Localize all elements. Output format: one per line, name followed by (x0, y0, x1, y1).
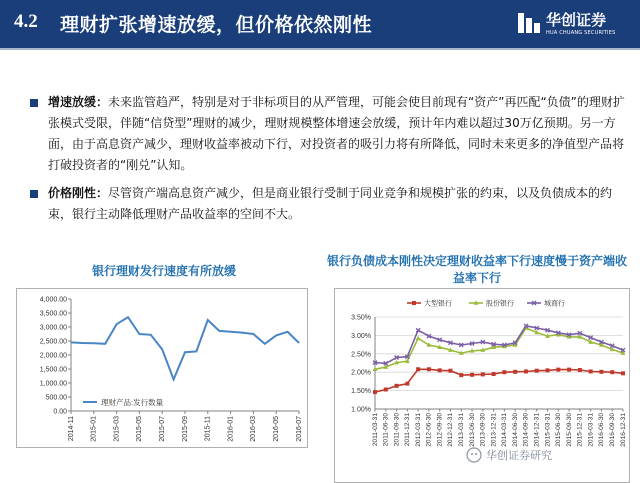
x-tick-label: 2016-01 (227, 416, 235, 442)
legend-label: 大型银行 (424, 300, 452, 308)
data-point (589, 369, 593, 373)
issuance-chart-panel (16, 288, 308, 448)
logo-mark-icon (516, 10, 542, 36)
data-point (535, 369, 539, 373)
y-tick-label: 4,000.00 (39, 296, 67, 304)
data-point (405, 382, 409, 386)
data-point (610, 370, 614, 374)
x-tick-label: 2015-03 (113, 416, 121, 442)
x-tick-label: 2015-09 (181, 416, 189, 442)
x-tick-label: 2016-09-30 (608, 413, 616, 447)
bullet-text: 未来监管趋严，特别是对于非标项目的从严管理，可能会使目前现有“资产”再匹配“负债”的理财扩张模式受限，伴随“信贷型”理财的减少，理财规模整体增速会放缓，预计年内难以超过30万亿预期。另一方面，由于高息资产减少，理财收益率被动下行，对投资者的吸引力将有所降低，同时未来更多的净值型产品将打破投资者的“刚兑”认知。 (48, 95, 625, 172)
series-line-large-banks (375, 369, 623, 392)
data-point (567, 368, 571, 372)
series-line-issuance-count (71, 317, 299, 379)
data-point (416, 367, 420, 371)
x-tick-label: 2015-06-30 (555, 413, 563, 447)
wechat-icon (466, 447, 482, 463)
x-tick-label: 2014-06-30 (511, 413, 519, 447)
y-tick-label: 3,500.00 (39, 310, 67, 318)
x-tick-label: 2011-03-31 (371, 413, 379, 447)
x-tick-label: 2016-12-31 (619, 413, 627, 447)
legend-label: 股份银行 (486, 300, 514, 308)
x-tick-label: 2015-07 (159, 416, 167, 442)
x-tick-label: 2015-03-31 (544, 413, 552, 447)
issuance-line-chart (17, 289, 309, 449)
data-point (470, 373, 474, 377)
y-tick-label: 2,500.00 (39, 338, 67, 346)
data-point (438, 368, 442, 372)
data-point (556, 368, 560, 372)
company-logo (516, 8, 632, 42)
y-tick-label: 3.50% (351, 314, 371, 322)
x-tick-label: 2013-06-30 (468, 413, 476, 447)
data-point (481, 372, 485, 376)
x-tick-label: 2016-03-31 (587, 413, 595, 447)
bullet-key: 价格刚性： (48, 186, 109, 200)
y-tick-label: 2.50% (351, 351, 371, 359)
x-tick-label: 2013-12-31 (490, 413, 498, 447)
data-point (513, 370, 517, 374)
bullet-square-icon (30, 99, 38, 107)
series-line-joint-stock-banks (375, 328, 623, 369)
series-line-city-commercial-banks (375, 326, 623, 364)
x-tick-label: 2016-07 (295, 416, 303, 442)
data-point (459, 373, 463, 377)
data-point (599, 370, 603, 374)
watermark-text: 华创证券研究 (486, 449, 552, 462)
bullet-list (26, 92, 632, 225)
y-tick-label: 1,000.00 (39, 380, 67, 388)
y-tick-label: 3,000.00 (39, 324, 67, 332)
legend-label: 理财产品:发行数量 (101, 398, 164, 407)
title-bar (0, 0, 640, 48)
data-point (416, 336, 421, 340)
bullet-key: 增速放缓： (48, 95, 109, 109)
watermark (466, 446, 626, 466)
x-tick-label: 2014-09-30 (522, 413, 530, 447)
data-point (384, 387, 388, 391)
x-tick-label: 2015-09-30 (565, 413, 573, 447)
x-tick-label: 2013-09-30 (479, 413, 487, 447)
data-point (502, 370, 506, 374)
x-tick-label: 2011-06-30 (382, 413, 390, 447)
y-tick-label: 500.00 (45, 394, 67, 402)
data-point (448, 369, 452, 373)
x-tick-label: 2011-09-30 (393, 413, 401, 447)
y-tick-label: 2,000.00 (39, 352, 67, 360)
y-tick-label: 1.00% (351, 406, 371, 414)
x-tick-label: 2016-06-30 (598, 413, 606, 447)
title-divider (0, 48, 640, 50)
x-tick-label: 2011-12-31 (404, 413, 412, 447)
data-point (546, 368, 550, 372)
section-number: 4.2 (14, 11, 38, 32)
logo-english-name: HUA CHUANG SECURITIES (546, 30, 616, 36)
bullet-growth-slowdown (26, 92, 632, 176)
x-tick-label: 2014-12-31 (533, 413, 541, 447)
y-tick-label: 1.50% (351, 388, 371, 396)
x-tick-label: 2015-12-31 (576, 413, 584, 447)
data-point (578, 368, 582, 372)
y-tick-label: 0.00 (53, 408, 67, 416)
y-tick-label: 1,500.00 (39, 366, 67, 374)
y-tick-label: 3.00% (351, 332, 371, 340)
data-point (427, 367, 431, 371)
legend-label: 城商行 (544, 300, 565, 308)
x-tick-label: 2015-11 (204, 416, 212, 442)
y-tick-label: 2.00% (351, 369, 371, 377)
x-tick-label: 2012-09-30 (436, 413, 444, 447)
x-tick-label: 2013-03-31 (458, 413, 466, 447)
x-tick-label: 2015-01 (90, 416, 98, 442)
chart1-title: 银行理财发行速度有所放缓 (91, 264, 236, 278)
data-point (524, 369, 528, 373)
legend-marker (412, 301, 416, 305)
x-tick-label: 2012-12-31 (447, 413, 455, 447)
x-tick-label: 2015-05 (136, 416, 144, 442)
x-tick-label: 2014-03-31 (501, 413, 509, 447)
x-tick-label: 2012-06-30 (425, 413, 433, 447)
bullet-square-icon (30, 190, 38, 198)
data-point (373, 390, 377, 394)
data-point (492, 372, 496, 376)
logo-name: 华创证券 (546, 11, 607, 29)
slide-title: 理财扩张增速放缓，但价格依然刚性 (60, 14, 373, 36)
x-tick-label: 2016-03 (250, 416, 258, 442)
bullet-price-rigidity (26, 183, 632, 225)
data-point (395, 384, 399, 388)
chart2-title: 银行负债成本刚性决定理财收益率下行速度慢于资产端收益率下行 (326, 254, 627, 285)
data-point (621, 371, 625, 375)
x-tick-label: 2012-03-31 (414, 413, 422, 447)
bullet-text: 尽管资产端高息资产减少，但是商业银行受制于同业竞争和规模扩张的约束，以及负债成本的约束，银行主动降低理财产品收益率的空间不大。 (48, 186, 613, 221)
x-tick-label: 2014-11 (67, 416, 75, 442)
x-tick-label: 2016-05 (273, 416, 281, 442)
